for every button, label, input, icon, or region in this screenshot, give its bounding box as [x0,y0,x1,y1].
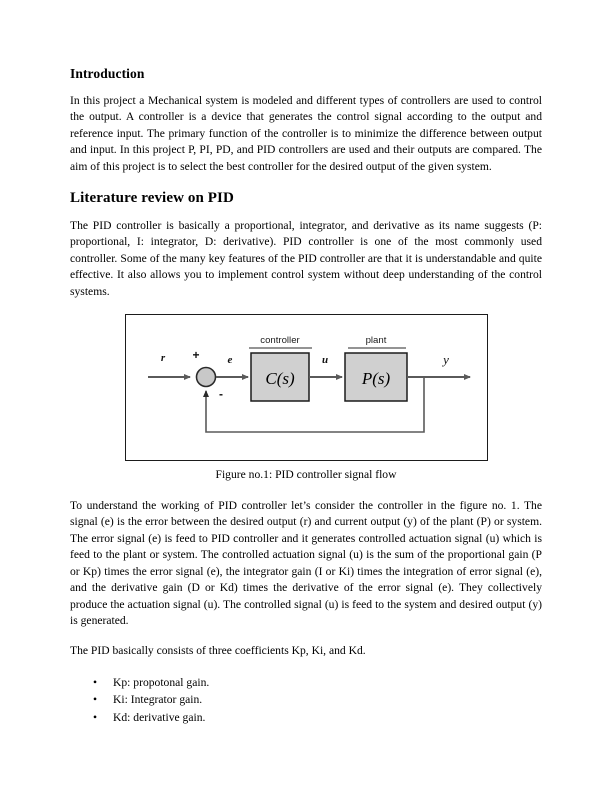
summing-junction [197,368,216,387]
figure-block-diagram [70,314,542,482]
figure-caption: Figure no.1: PID controller signal flow [215,468,397,482]
sign-minus: - [219,387,223,402]
plant-label: plant [365,335,387,347]
figure-frame [125,314,488,461]
list-item [70,674,542,692]
paragraph-pid-working: To understand the working of PID controller let’s consider the controller in the figure no. 1. The signal (e) is the error between the desired output (r) and current output (y) of the plant (P) or system. The error signal (e) is feed to PID controller and it generates controlled actuation signal (u) which is feed to the plant or system. The controlled actuation signal (u) is the sum of the proportional gain (P or Kp) times the error signal (e), the integrator gain (I or Ki) times the integration of error signal (e), and the derivative gain (D or Kd) times the derivative of the error signal (e). They collectively produce the actuation signal (u). The controlled signal (u) is feed to the system and desired output (y) is generated. [70,499,542,627]
controller-label: controller [260,335,300,347]
list-item-label: Kp: propotonal gain. [113,675,210,689]
bullet-icon: • [93,693,98,707]
sign-plus: + [192,348,200,363]
section-heading-introduction: Introduction [70,66,145,81]
section-heading-literature-review: Literature review on PID [70,190,234,207]
paragraph-literature-review: The PID controller is basically a proportional, integrator, and derivative as its name suggests (P: proportional, I: integrator, D: derivative). PID controller is one of the most commonly used controller. Some of the many key features of the PID controller are that it is understandable and quite effective. It also allows you to implement control system without deep understanding of the control systems. [70,219,542,298]
bullet-icon: • [93,675,98,689]
bullet-icon: • [93,710,98,724]
paragraph-pid-coefficients: The PID basically consists of three coefficients Kp, Ki, and Kd. [70,644,366,658]
list-item-label: Ki: Integrator gain. [113,693,203,707]
coefficient-list [70,674,542,727]
signal-label-y: y [443,352,449,368]
plant-block-label: P(s) [361,369,391,389]
list-item [70,691,542,709]
page-content [70,66,542,726]
list-item-label: Kd: derivative gain. [113,710,206,724]
paragraph-introduction: In this project a Mechanical system is modeled and different types of controllers are used to control the output. A controller is a device that generates the control signal according to the output and reference input. The primary function of the controller is to minimize the difference between output and input. In this project P, PI, PD, and PID controllers are used and their outputs are compared. The aim of this project is to select the best controller for the desired output of the given system. [70,94,542,173]
list-item [70,709,542,727]
signal-label-e: e [227,354,233,367]
controller-block-label: C(s) [265,369,295,389]
signal-label-u: u [321,354,329,367]
signal-label-r: r [160,352,166,365]
pid-signal-flow-diagram [126,315,487,460]
